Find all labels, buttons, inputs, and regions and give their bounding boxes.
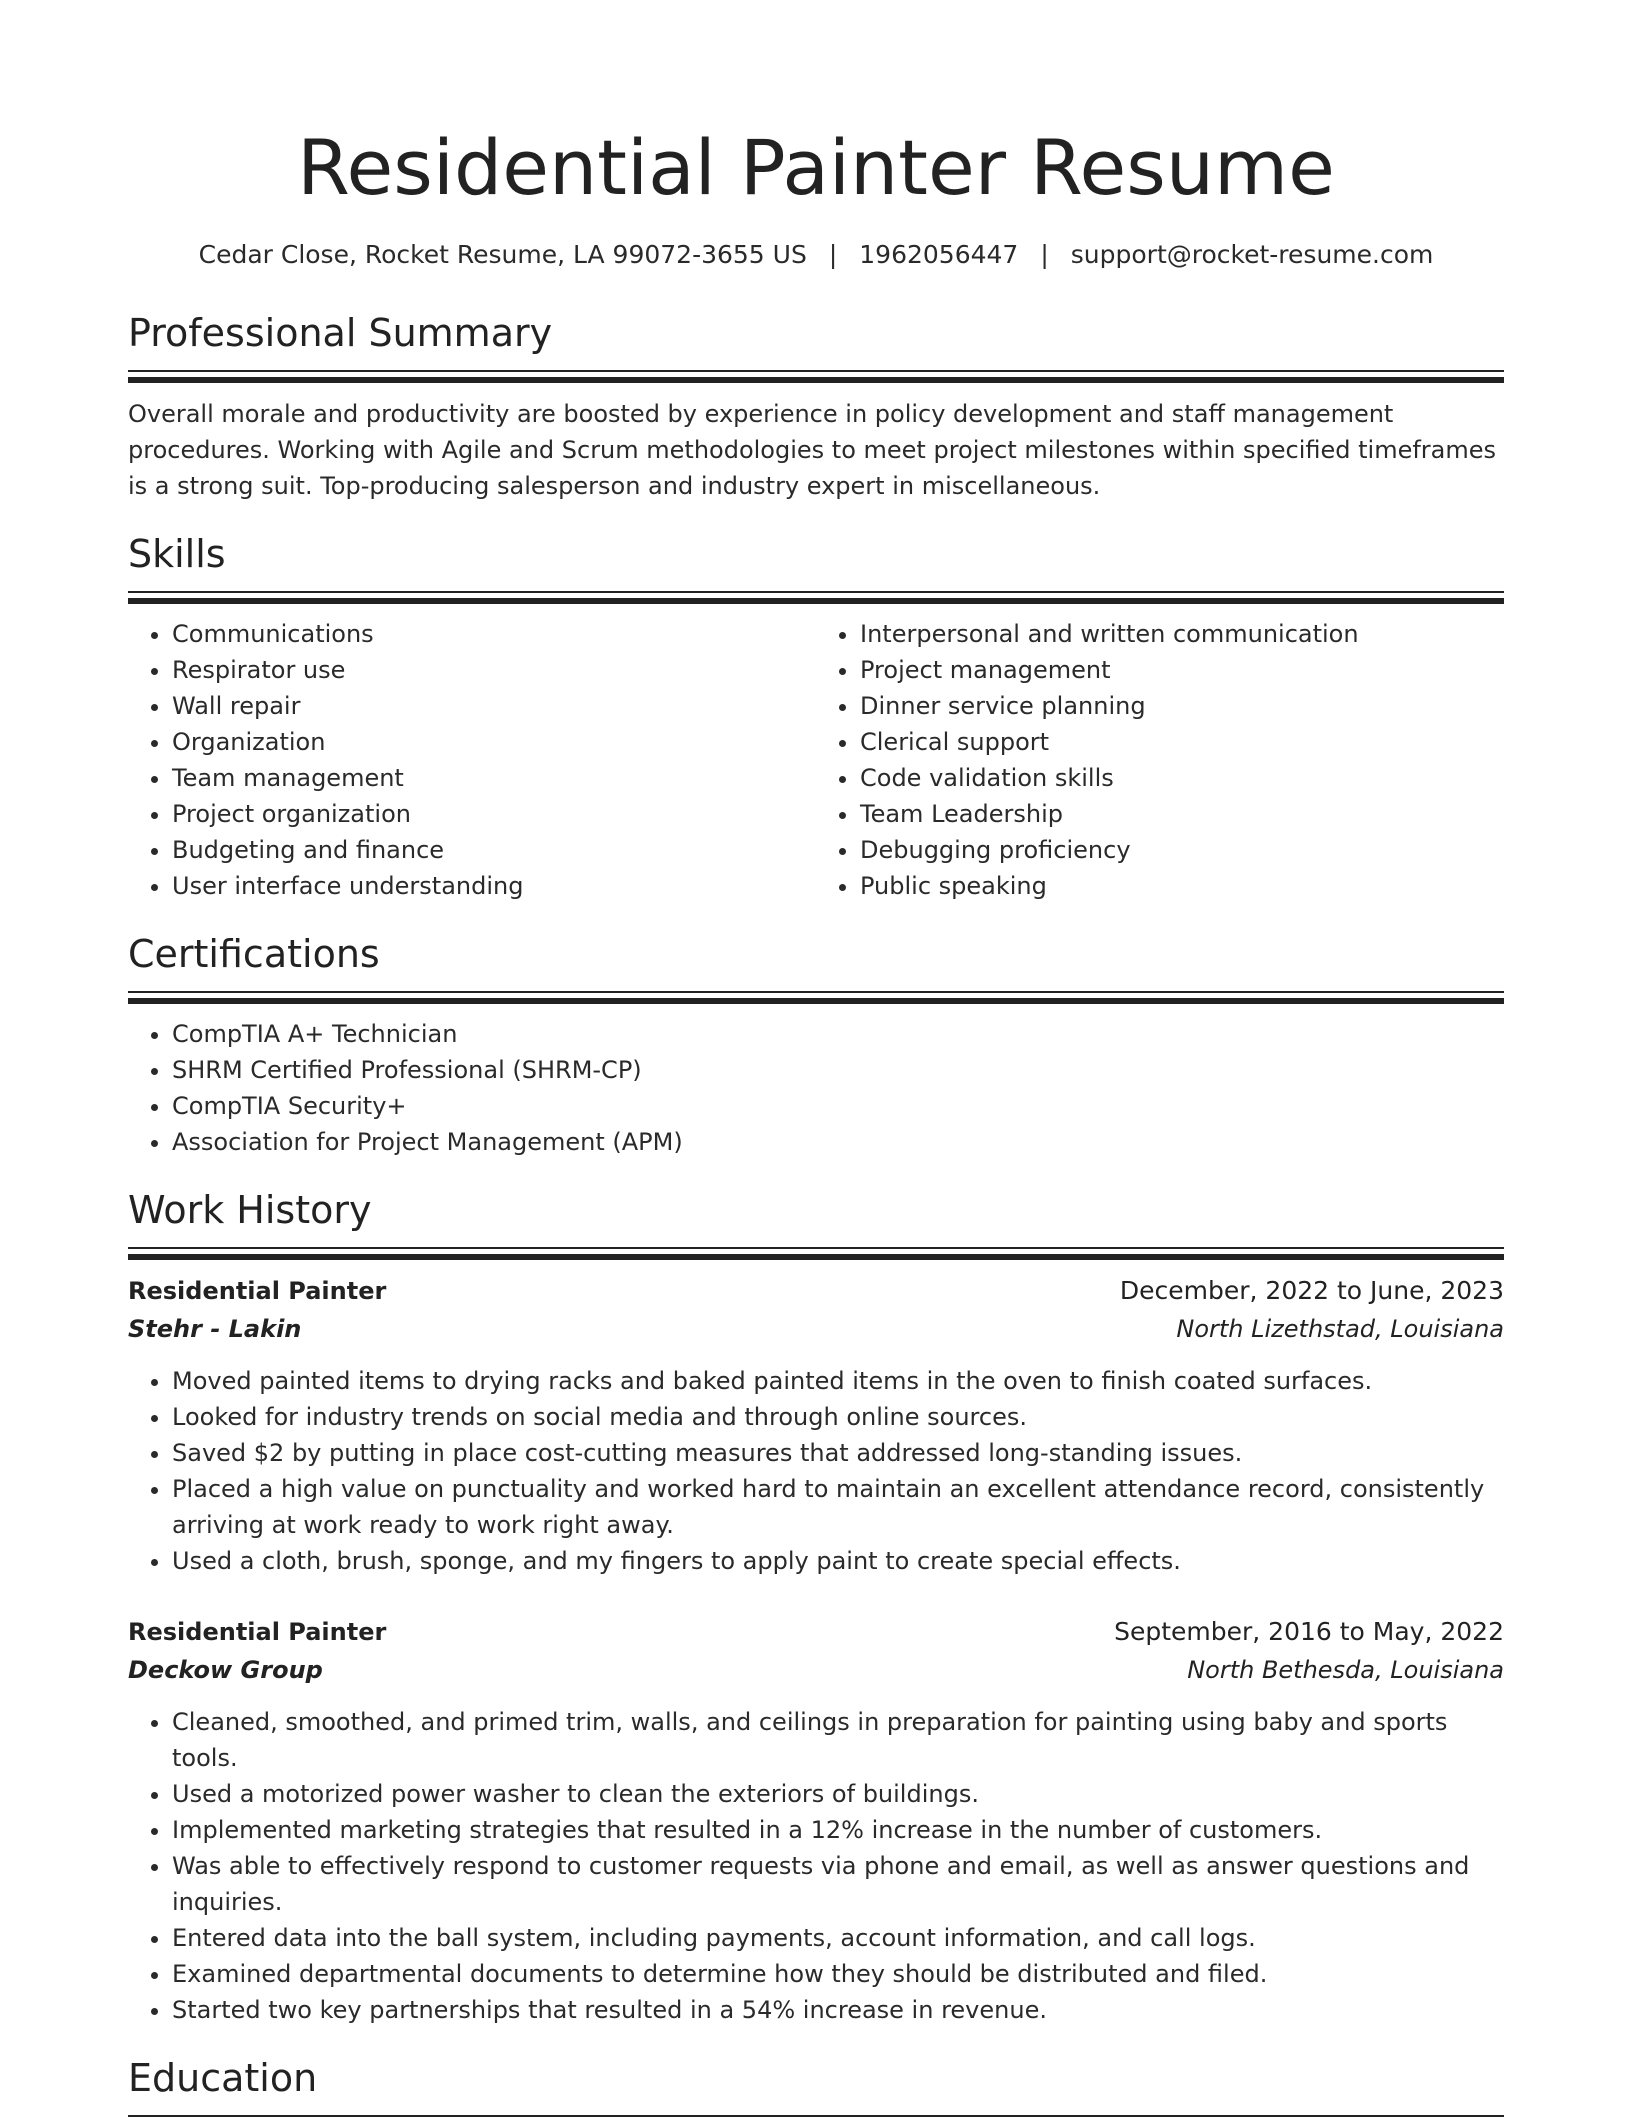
skill-item: • Communications bbox=[172, 616, 816, 652]
summary-section bbox=[128, 308, 1504, 504]
section-heading-education: Education bbox=[128, 2056, 318, 2100]
section-heading-summary: Professional Summary bbox=[128, 311, 553, 355]
job-bullet: • Implemented marketing strategies that resulted in a 12% increase in the number of customers. bbox=[172, 1812, 1504, 1848]
job-bullet: • Examined departmental documents to determine how they should be distributed and filed. bbox=[172, 1956, 1504, 1992]
job-bullet: • Placed a high value on punctuality and worked hard to maintain an excellent attendance record, consistently arriving at work ready to work right away. bbox=[172, 1471, 1504, 1543]
job-bullet: • Moved painted items to drying racks and baked painted items in the oven to finish coated surfaces. bbox=[172, 1363, 1504, 1399]
skill-item: • Debugging proficiency bbox=[860, 832, 1504, 868]
section-divider bbox=[128, 1247, 1504, 1260]
skill-item: • Respirator use bbox=[172, 652, 816, 688]
skill-item: • Budgeting and finance bbox=[172, 832, 816, 868]
job-entry bbox=[128, 1272, 1504, 1579]
skill-item: • Project organization bbox=[172, 796, 816, 832]
job-dates: September, 2016 to May, 2022 bbox=[1114, 1617, 1504, 1646]
job-title: Residential Painter bbox=[128, 1618, 387, 1646]
section-divider bbox=[128, 591, 1504, 604]
work-history-section bbox=[128, 1185, 1504, 2028]
skill-item: • Project management bbox=[860, 652, 1504, 688]
job-bullet: • Entered data into the ball system, including payments, account information, and call logs. bbox=[172, 1920, 1504, 1956]
skills-list-right bbox=[816, 616, 1504, 904]
certifications-list bbox=[128, 1016, 1504, 1160]
skill-item: • Team Leadership bbox=[860, 796, 1504, 832]
job-bullet: • Used a motorized power washer to clean the exteriors of buildings. bbox=[172, 1776, 1504, 1812]
contact-email: support@rocket-resume.com bbox=[1070, 240, 1434, 269]
skill-item: • Team management bbox=[172, 760, 816, 796]
skill-item: • Interpersonal and written communication bbox=[860, 616, 1504, 652]
job-bullet: • Saved $2 by putting in place cost-cutting measures that addressed long-standing issues. bbox=[172, 1435, 1504, 1471]
certifications-section bbox=[128, 929, 1504, 1160]
skills-grid bbox=[128, 616, 1504, 904]
resume-page bbox=[128, 0, 1504, 2117]
skills-section bbox=[128, 529, 1504, 904]
skill-item: • Wall repair bbox=[172, 688, 816, 724]
job-bullets bbox=[128, 1704, 1504, 2028]
certification-item: • Association for Project Management (APM) bbox=[172, 1124, 1504, 1160]
job-bullet: • Was able to effectively respond to customer requests via phone and email, as well as answer questions and inquiries. bbox=[172, 1848, 1504, 1920]
certification-item: • CompTIA A+ Technician bbox=[172, 1016, 1504, 1052]
skill-item: • User interface understanding bbox=[172, 868, 816, 904]
certification-item: • SHRM Certified Professional (SHRM-CP) bbox=[172, 1052, 1504, 1088]
job-subheader bbox=[128, 1310, 1504, 1348]
job-dates: December, 2022 to June, 2023 bbox=[1119, 1276, 1504, 1305]
section-divider bbox=[128, 370, 1504, 383]
contact-separator: | bbox=[828, 240, 838, 269]
section-heading-skills: Skills bbox=[128, 532, 226, 576]
section-divider bbox=[128, 991, 1504, 1004]
resume-title: Residential Painter Resume bbox=[297, 123, 1335, 212]
skill-item: • Clerical support bbox=[860, 724, 1504, 760]
summary-text: Overall morale and productivity are boosted by experience in policy development and staff management procedures. Working with Agile and Scrum methodologies to meet project milestones within specified timeframes is a strong suit. Top-producing salesperson and industry expert in miscellaneous. bbox=[128, 400, 1497, 500]
skill-item: • Organization bbox=[172, 724, 816, 760]
job-bullet: • Cleaned, smoothed, and primed trim, walls, and ceilings in preparation for painting using baby and sports tools. bbox=[172, 1704, 1504, 1776]
job-title: Residential Painter bbox=[128, 1277, 387, 1305]
skills-list-left bbox=[128, 616, 816, 904]
job-bullets bbox=[128, 1363, 1504, 1579]
job-bullet: • Used a cloth, brush, sponge, and my fingers to apply paint to create special effects. bbox=[172, 1543, 1504, 1579]
contact-address: Cedar Close, Rocket Resume, LA 99072-3655 US bbox=[198, 240, 807, 269]
skill-item: • Code validation skills bbox=[860, 760, 1504, 796]
job-subheader bbox=[128, 1651, 1504, 1689]
certification-item: • CompTIA Security+ bbox=[172, 1088, 1504, 1124]
job-header bbox=[128, 1613, 1504, 1651]
job-location: North Lizethstad, Louisiana bbox=[1176, 1315, 1504, 1343]
job-company: Stehr - Lakin bbox=[128, 1315, 302, 1343]
skill-item: • Dinner service planning bbox=[860, 688, 1504, 724]
job-bullet: • Looked for industry trends on social media and through online sources. bbox=[172, 1399, 1504, 1435]
job-entry bbox=[128, 1613, 1504, 2028]
contact-separator: | bbox=[1040, 240, 1049, 269]
job-header bbox=[128, 1272, 1504, 1310]
job-company: Deckow Group bbox=[128, 1656, 323, 1684]
education-section bbox=[128, 2053, 1504, 2117]
job-bullet: • Started two key partnerships that resulted in a 54% increase in revenue. bbox=[172, 1992, 1504, 2028]
contact-line bbox=[128, 238, 1504, 272]
job-location: North Bethesda, Louisiana bbox=[1187, 1656, 1504, 1684]
section-heading-work-history: Work History bbox=[128, 1188, 372, 1232]
section-heading-certifications: Certifications bbox=[128, 932, 380, 976]
contact-phone: 1962056447 bbox=[859, 240, 1019, 269]
skill-item: • Public speaking bbox=[860, 868, 1504, 904]
